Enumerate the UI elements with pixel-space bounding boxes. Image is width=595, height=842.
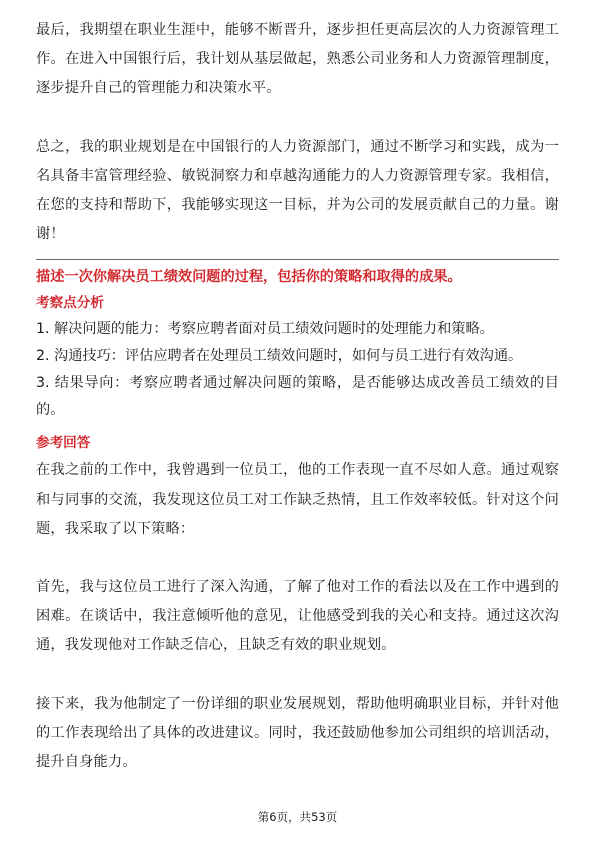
page-number-footer: 第6页，共53页 xyxy=(257,810,338,824)
reference-paragraph-3: 接下来，我为他制定了一份详细的职业发展规划，帮助他明确职业目标，并针对他的工作表现给出了具体的改进建议。同时，我还鼓励他参加公司组织的培训活动，提升自身能力。 xyxy=(36,695,559,771)
document-page xyxy=(36,16,559,777)
paragraph-gap xyxy=(36,544,559,573)
reference-paragraph-1: 在我之前的工作中，我曾遇到一位员工，他的工作表现一直不尽如人意。通过观察和与同事的交流，我发现这位员工对工作缺乏热情，且工作效率较低。针对这个问题，我采取了以下策略： xyxy=(36,462,559,537)
reference-heading: 参考回答 xyxy=(36,435,91,452)
analysis-item-1: 1. 解决问题的能力：考察应聘者面对员工绩效问题时的处理能力和策略。 xyxy=(36,321,494,338)
intro-paragraph-1: 最后，我期望在职业生涯中，能够不断晋升，逐步担任更高层次的人力资源管理工作。在进入中国银行后，我计划从基层做起，熟悉公司业务和人力资源管理制度，逐步提升自己的管理能力和决策水平。 xyxy=(36,22,559,97)
question-title: 描述一次你解决员工绩效问题的过程，包括你的策略和取得的成果。 xyxy=(36,269,462,286)
analysis-item-2: 2. 沟通技巧：评估应聘者在处理员工绩效问题时，如何与员工进行有效沟通。 xyxy=(36,348,523,365)
analysis-item-3: 3. 结果导向：考察应聘者通过解决问题的策略，是否能够达成改善员工绩效的目的。 xyxy=(36,375,559,419)
section-divider xyxy=(36,259,559,260)
paragraph-gap xyxy=(36,661,559,690)
reference-paragraph-2: 首先，我与这位员工进行了深入沟通，了解了他对工作的看法以及在工作中遇到的困难。在谈话中，我注意倾听他的意见，让他感受到我的关心和支持。通过这次沟通，我发现他对工作缺乏信心，且缺乏有效的职业规划。 xyxy=(36,579,559,654)
intro-paragraph-2: 总之，我的职业规划是在中国银行的人力资源部门，通过不断学习和实践，成为一名具备丰富管理经验、敏锐洞察力和卓越沟通能力的人力资源管理专家。我相信，在您的支持和帮助下，我能够实现这一目标，并为公司的发展贡献自己的力量。谢谢！ xyxy=(36,138,559,243)
analysis-heading: 考察点分析 xyxy=(36,295,104,312)
paragraph-gap xyxy=(36,104,559,133)
